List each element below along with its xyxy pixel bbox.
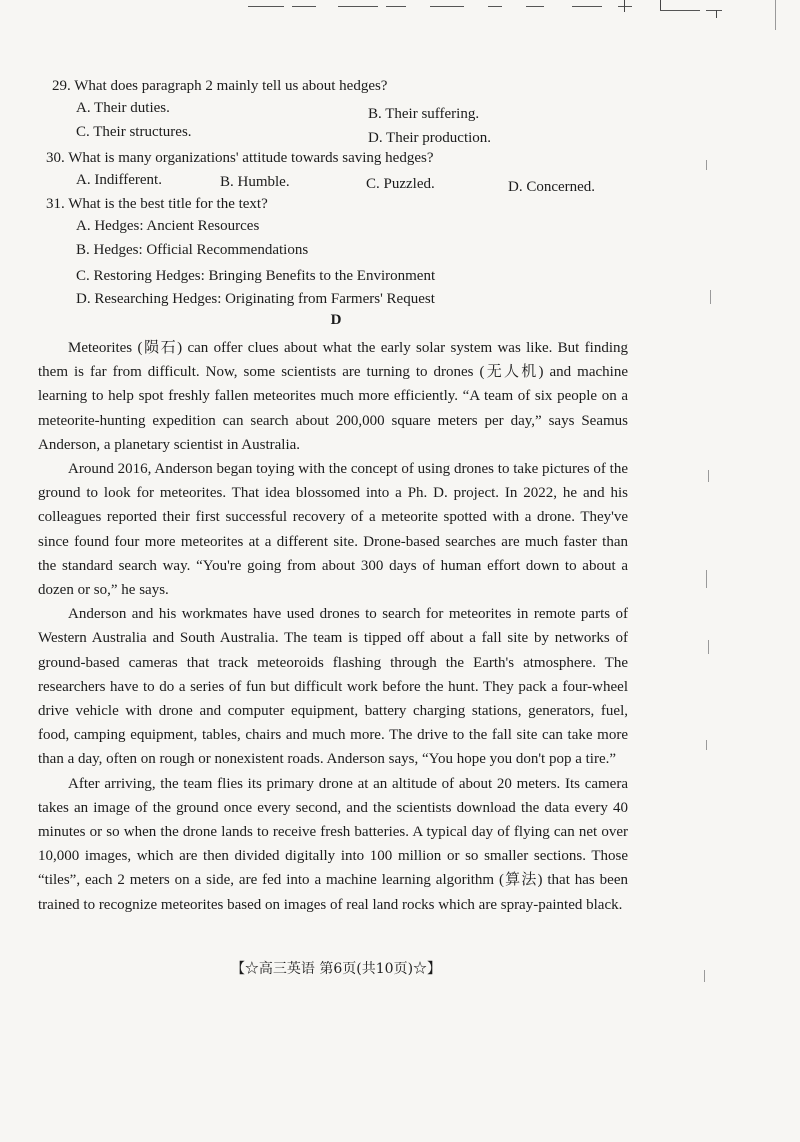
- scan-mark: [704, 970, 705, 982]
- reading-passage: [38, 336, 628, 917]
- question-number: 29.: [52, 78, 71, 94]
- scan-mark: [708, 640, 709, 654]
- question-31: [46, 194, 268, 214]
- scan-mark: [248, 6, 284, 7]
- option-29-b: B. Their suffering.: [368, 106, 480, 122]
- question-number: 31.: [46, 196, 65, 212]
- option-31-b: B. Hedges: Official Recommendations: [76, 242, 309, 258]
- option-29-d: D. Their production.: [368, 130, 492, 146]
- paragraph-4: After arriving, the team flies its primary drone at an altitude of about 20 meters. Its camera takes an image of the ground once every second, and the scientists download the data every 40 minutes or so when the drone lands to receive fresh batteries. A typical day of flying can net over 10,000 images, which are then divided digitally into 100 million or so smaller sections. Those “tiles”, each 2 meters on a side, are fed into a machine learning algorithm (算法) that has been trained to recognize meteorites based on images of real land rocks which are spray-painted black.: [38, 775, 628, 913]
- scan-mark: [430, 6, 464, 7]
- scan-mark: [660, 10, 700, 11]
- scan-mark: [660, 0, 661, 10]
- scan-mark: [338, 6, 378, 7]
- scan-mark: [618, 6, 632, 7]
- option-29-c: C. Their structures.: [76, 124, 192, 140]
- scan-mark: [706, 570, 707, 588]
- scan-mark: [706, 160, 707, 170]
- question-30: [46, 148, 434, 168]
- option-29-a: A. Their duties.: [76, 100, 170, 116]
- scan-mark: [292, 6, 316, 7]
- question-number: 30.: [46, 150, 65, 166]
- scan-mark: [624, 0, 625, 12]
- option-31-c: C. Restoring Hedges: Bringing Benefits to the Environment: [76, 268, 436, 284]
- scan-mark: [710, 290, 711, 304]
- option-31-d: D. Researching Hedges: Originating from Farmers' Request: [76, 291, 435, 307]
- paragraph-2: Around 2016, Anderson began toying with the concept of using drones to take pictures of the ground to look for meteorites. That idea blossomed into a Ph. D. project. In 2022, he and his colleagues reported their first successful recovery of a meteorite spotted with a drone. They've since found four more meteorites at a different site. Drone-based searches are much faster than the standard search way. “You're going from about 300 days of human effort down to about a dozen or so,” he says.: [38, 461, 628, 599]
- option-30-a: A. Indifferent.: [76, 172, 162, 188]
- option-30-c: C. Puzzled.: [366, 176, 435, 192]
- page-footer: 【☆高三英语 第6页(共10页)☆】: [230, 961, 442, 977]
- scan-mark: [716, 10, 717, 18]
- question-29: [52, 76, 387, 96]
- question-text: What does paragraph 2 mainly tell us about hedges?: [74, 78, 388, 94]
- question-text: What is many organizations' attitude towards saving hedges?: [68, 150, 434, 166]
- paragraph-1: Meteorites (陨石) can offer clues about what the early solar system was like. But finding them is far from difficult. Now, some scientists are turning to drones (无人机) and machine learning to help spot freshly fallen meteorites much more efficiently. “A team of six people on a meteorite-hunting expedition can search about 200,000 square meters per day,” says Seamus Anderson, a planetary scientist in Australia.: [38, 340, 628, 453]
- scan-mark: [386, 6, 406, 7]
- section-heading: D: [330, 312, 342, 328]
- scan-mark: [706, 10, 722, 11]
- scan-mark: [488, 6, 502, 7]
- option-30-b: B. Humble.: [220, 174, 290, 190]
- scan-mark: [572, 6, 602, 7]
- binding-line: [775, 0, 776, 30]
- scan-mark: [706, 740, 707, 750]
- option-31-a: A. Hedges: Ancient Resources: [76, 218, 260, 234]
- scan-mark: [708, 470, 709, 482]
- scan-mark: [526, 6, 544, 7]
- question-text: What is the best title for the text?: [68, 196, 268, 212]
- paragraph-3: Anderson and his workmates have used drones to search for meteorites in remote parts of Western Australia and South Australia. The team is tipped off about a fall site by networks of ground-based cameras that track meteoroids flashing through the Earth's atmosphere. The researchers have to do a series of fun but difficult work before the hunt. They pack a four-wheel drive vehicle with drone and computer equipment, battery charging stations, generators, fuel, food, camping equipment, tables, chairs and much more. The drive to the fall site can take more than a day, often on rough or nonexistent roads. Anderson says, “You hope you don't pop a tire.”: [38, 606, 628, 768]
- option-30-d: D. Concerned.: [508, 179, 596, 195]
